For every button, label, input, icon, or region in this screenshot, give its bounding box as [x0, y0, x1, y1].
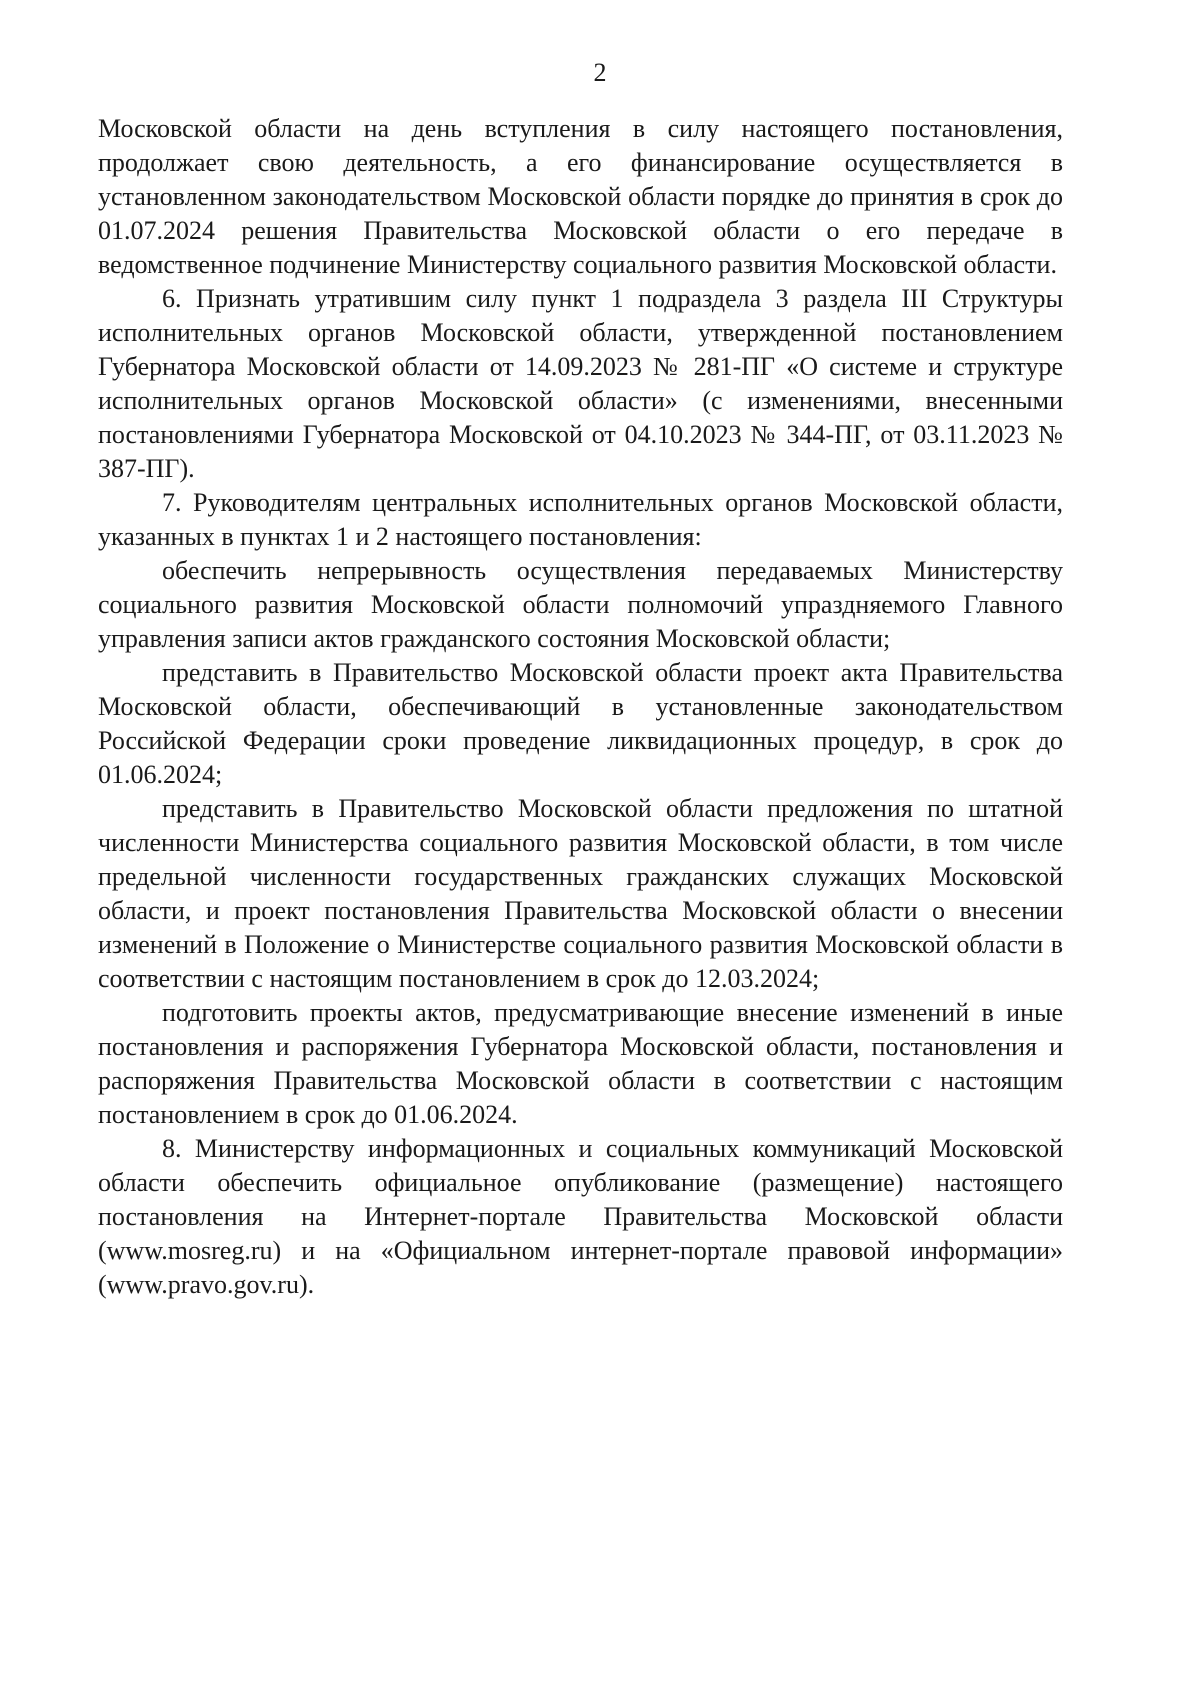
page-number: 2: [593, 58, 607, 87]
paragraph-item-7-liquidation-draft: представить в Правительство Московской области проект акта Правительства Московской области, обеспечивающий в установленные законодательством Российской Федерации сроки проведение ликвидационных процедур, в срок до 01.06.2024;: [98, 658, 1063, 789]
paragraph-item-7-staffing-proposals: представить в Правительство Московской области предложения по штатной численности Министерства социального развития Московской области, в том числе предельной численности государственных гражданских служащих Московской области, и проект постановления Правительства Московской области о внесении изменений в Положение о Министерстве социального развития Московской области в соответствии с настоящим постановлением в срок до 12.03.2024;: [98, 794, 1063, 993]
document-body: [98, 112, 1063, 1302]
paragraph-item-7: 7. Руководителям центральных исполнительных органов Московской области, указанных в пунктах 1 и 2 настоящего постановления:: [98, 488, 1063, 551]
paragraph-item-8: 8. Министерству информационных и социальных коммуникаций Московской области обеспечить официальное опубликование (размещение) настоящего постановления на Интернет-портале Правительства Московской области (www.mosreg.ru) и на «Официальном интернет-портале правовой информации» (www.pravo.gov.ru).: [98, 1134, 1063, 1299]
paragraph-item-6: 6. Признать утратившим силу пункт 1 подраздела 3 раздела III Структуры исполнительных органов Московской области, утвержденной постановлением Губернатора Московской области от 14.09.2023 № 281-ПГ «О системе и структуре исполнительных органов Московской области» (с изменениями, внесенными постановлениями Губернатора Московской от 04.10.2023 № 344-ПГ, от 03.11.2023 № 387-ПГ).: [98, 284, 1063, 483]
paragraph-item-7-ensure-continuity: обеспечить непрерывность осуществления передаваемых Министерству социального развития Московской области полномочий упраздняемого Главного управления записи актов гражданского состояния Московской области;: [98, 556, 1063, 653]
paragraph-continuation: Московской области на день вступления в силу настоящего постановления, продолжает свою деятельность, а его финансирование осуществляется в установленном законодательством Московской области порядке до принятия в срок до 01.07.2024 решения Правительства Московской области о его передаче в ведомственное подчинение Министерству социального развития Московской области.: [98, 114, 1063, 279]
paragraph-item-7-prepare-drafts: подготовить проекты актов, предусматривающие внесение изменений в иные постановления и распоряжения Губернатора Московской области, постановления и распоряжения Правительства Московской области в соответствии с настоящим постановлением в срок до 01.06.2024.: [98, 998, 1063, 1129]
